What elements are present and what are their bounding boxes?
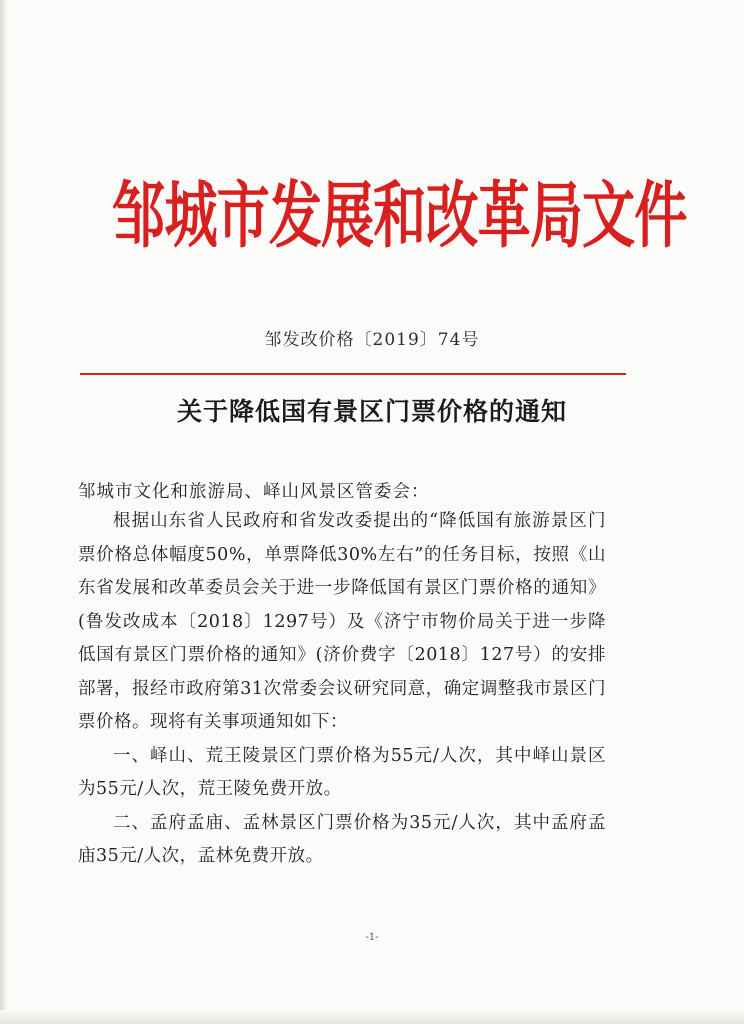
issuer-header: 邹城市发展和改革局文件 — [112, 173, 687, 258]
red-divider-line — [80, 373, 626, 375]
document-number: 邹发改价格〔2019〕74号 — [264, 330, 480, 350]
document-body — [78, 505, 606, 874]
body-paragraph: 一、峄山、荒王陵景区门票价格为55元/人次，其中峄山景区为55元/人次，荒王陵免费开放。 — [78, 745, 606, 799]
body-paragraph: 二、孟府孟庙、孟林景区门票价格为35元/人次，其中孟府孟庙35元/人次，孟林免费开放。 — [78, 812, 606, 866]
scan-shadow-left — [0, 0, 8, 1024]
addressee: 邹城市文化和旅游局、峄山风景区管委会： — [78, 482, 430, 502]
document-title: 关于降低国有景区门票价格的通知 — [176, 397, 567, 426]
page-number: -1- — [365, 932, 379, 943]
scan-shadow-bottom — [0, 1010, 744, 1024]
body-paragraph: 根据山东省人民政府和省发改委提出的“降低国有旅游景区门票价格总体幅度50%，单票降低30%左右”的任务目标，按照《山东省发展和改革委员会关于进一步降低国有景区门票价格的通知》(鲁发改成本〔2018〕1297号）及《济宁市物价局关于进一步降低国有景区门票价格的通知》(济价费字〔2018〕127号）的安排部署，报经市政府第31次常委会议研究同意，确定调整我市景区门票价格。现将有关事项通知如下： — [78, 511, 606, 732]
